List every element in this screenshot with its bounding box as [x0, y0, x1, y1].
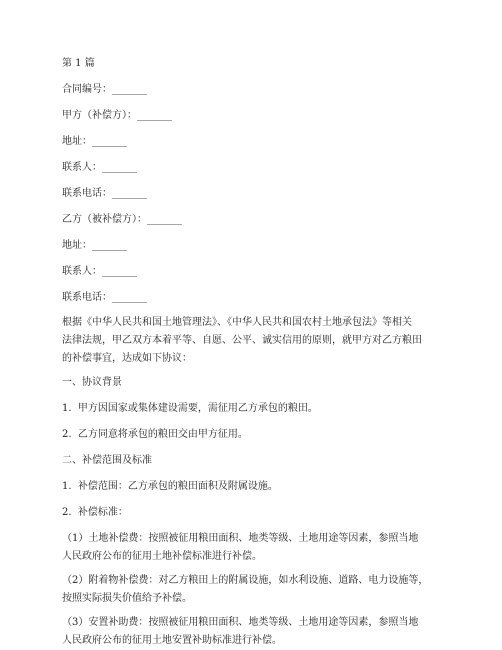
party-a-contact: 联系人：_______ — [62, 162, 137, 173]
party-a-address: 地址：_______ — [62, 136, 127, 147]
sub-item-line: 人民政府公布的征用土地补偿标准进行补偿。 — [62, 551, 262, 562]
party-b-address: 地址：_______ — [62, 240, 127, 251]
sub-item-resettlement-subsidy — [62, 614, 452, 650]
sub-item-line: （2）附着物补偿费：对乙方粮田上的附属设施，如水利设施、道路、电力设施等， — [62, 575, 429, 586]
sub-item-attachment-compensation — [62, 572, 452, 608]
intro-line: 根据《中华人民共和国土地管理法》、《中华人民共和国农村土地承包法》等相关 — [62, 317, 412, 328]
list-item: 1. 补偿范围：乙方承包的粮田面积及附属设施。 — [62, 481, 278, 492]
contract-number: 合同编号：_______ — [62, 84, 147, 95]
sub-item-line: 按照实际损失价值给予补偿。 — [62, 593, 192, 604]
list-item: 1. 甲方因国家或集体建设需要，需征用乙方承包的粮田。 — [62, 403, 318, 414]
sub-item-land-compensation — [62, 530, 452, 566]
party-b-phone: 联系电话：_______ — [62, 292, 147, 303]
sub-item-line: 人民政府公布的征用土地安置补助标准进行补偿。 — [62, 635, 282, 646]
intro-line: 法律法规，甲乙双方本着平等、自愿、公平、诚实信用的原则，就甲方对乙方粮田 — [62, 335, 422, 346]
party-a: 甲方（补偿方）：_______ — [62, 110, 172, 121]
sub-item-line: （1）土地补偿费：按照被征用粮田面积、地类等级、土地用途等因素，参照当地 — [62, 533, 419, 544]
party-b-contact: 联系人：_______ — [62, 266, 137, 277]
section-heading-background: 一、协议背景 — [62, 377, 122, 388]
section-title: 第 1 篇 — [62, 58, 95, 69]
list-item: 2. 乙方同意将承包的粮田交由甲方征用。 — [62, 429, 248, 440]
party-b: 乙方（被补偿方）：_______ — [62, 214, 182, 225]
intro-line: 的补偿事宜，达成如下协议： — [62, 353, 192, 364]
list-item: 2. 补偿标准： — [62, 507, 128, 518]
party-a-phone: 联系电话：_______ — [62, 188, 147, 199]
sub-item-line: （3）安置补助费：按照被征用粮田面积、地类等级、土地用途等因素，参照当地 — [62, 617, 419, 628]
section-heading-compensation: 二、补偿范围及标准 — [62, 455, 152, 466]
intro-paragraph — [62, 314, 452, 368]
